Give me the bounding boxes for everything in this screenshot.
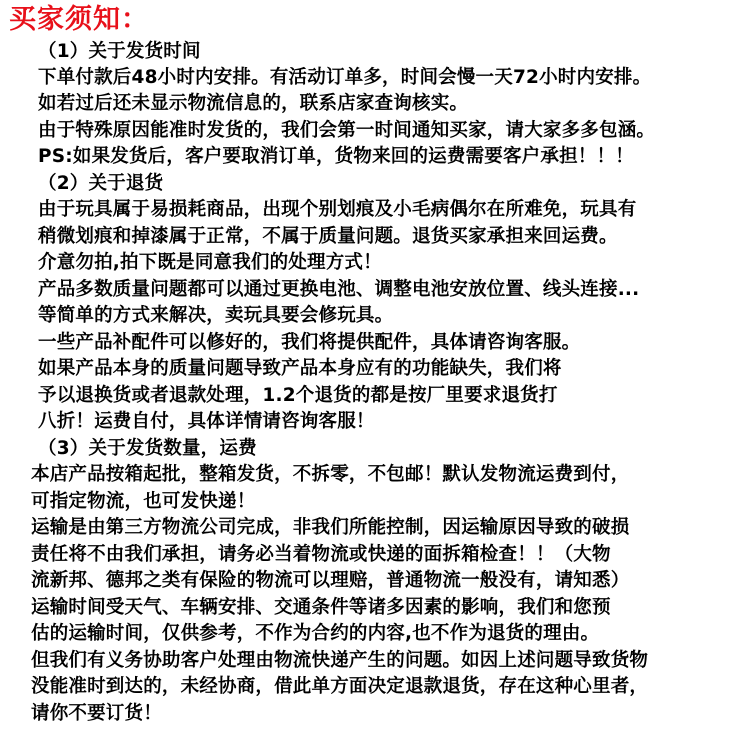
text-line: 没能准时到达的，未经协商，借此单方面决定退款退货，存在这种心里者， (31, 676, 649, 697)
text-line: 可指定物流，也可发快递！ (31, 491, 256, 512)
section-heading-shipping-time: （1）关于发货时间 (38, 41, 201, 62)
text-line: 下单付款后48小时内安排。有活动订单多，时间会慢一天72小时内安排。 (38, 67, 652, 88)
text-line: 运输时间受天气、车辆安排、交通条件等诸多因素的影响，我们和您预 (31, 597, 611, 618)
page-title: 买家须知： (9, 4, 149, 35)
text-line: 等简单的方式来解决，卖玩具要会修玩具。 (38, 305, 394, 326)
text-line: 但我们有义务协助客户处理由物流快递产生的问题。如因上述问题导致货物 (31, 650, 649, 671)
text-line: 予以退换货或者退款处理，1.2个退货的都是按厂里要求退货打 (38, 385, 558, 406)
text-line: 请你不要订货！ (31, 703, 162, 724)
text-line: 流新邦、德邦之类有保险的物流可以理赔，普通物流一般没有，请知悉） (31, 570, 630, 591)
text-line: 本店产品按箱起批，整箱发货，不拆零，不包邮！默认发物流运费到付， (31, 464, 630, 485)
text-line: 由于玩具属于易损耗商品，出现个别划痕及小毛病偶尔在所难免，玩具有 (38, 199, 637, 220)
section-heading-returns: （2）关于退货 (38, 173, 164, 194)
text-line: 责任将不由我们承担，请务必当着物流或快递的面拆箱检查！！（大物 (31, 544, 611, 565)
text-line: 运输是由第三方物流公司完成，非我们所能控制，因运输原因导致的破损 (31, 517, 630, 538)
text-line: PS:如果发货后，客户要取消订单，货物来回的运费需要客户承担！！！ (38, 146, 634, 167)
text-line: 稍微划痕和掉漆属于正常，不属于质量问题。退货买家承担来回运费。 (38, 226, 618, 247)
text-line: 产品多数质量问题都可以通过更换电池、调整电池安放位置、线头连接... (38, 279, 640, 300)
text-line: 如若过后还未显示物流信息的，联系店家查询核实。 (38, 93, 469, 114)
section-heading-quantity-freight: （3）关于发货数量，运费 (38, 438, 257, 459)
text-line: 介意勿拍,拍下既是同意我们的处理方式！ (38, 252, 382, 273)
text-line: 一些产品补配件可以修好的，我们将提供配件，具体请咨询客服。 (38, 332, 581, 353)
text-line: 由于特殊原因能准时发货的，我们会第一时间通知买家，请大家多多包涵。 (38, 120, 656, 141)
text-line: 估的运输时间，仅供参考，不作为合约的内容,也不作为退货的理由。 (31, 623, 600, 644)
text-line: 如果产品本身的质量问题导致产品本身应有的功能缺失，我们将 (38, 358, 562, 379)
text-line: 八折！运费自付，具体详情请咨询客服！ (38, 411, 375, 432)
